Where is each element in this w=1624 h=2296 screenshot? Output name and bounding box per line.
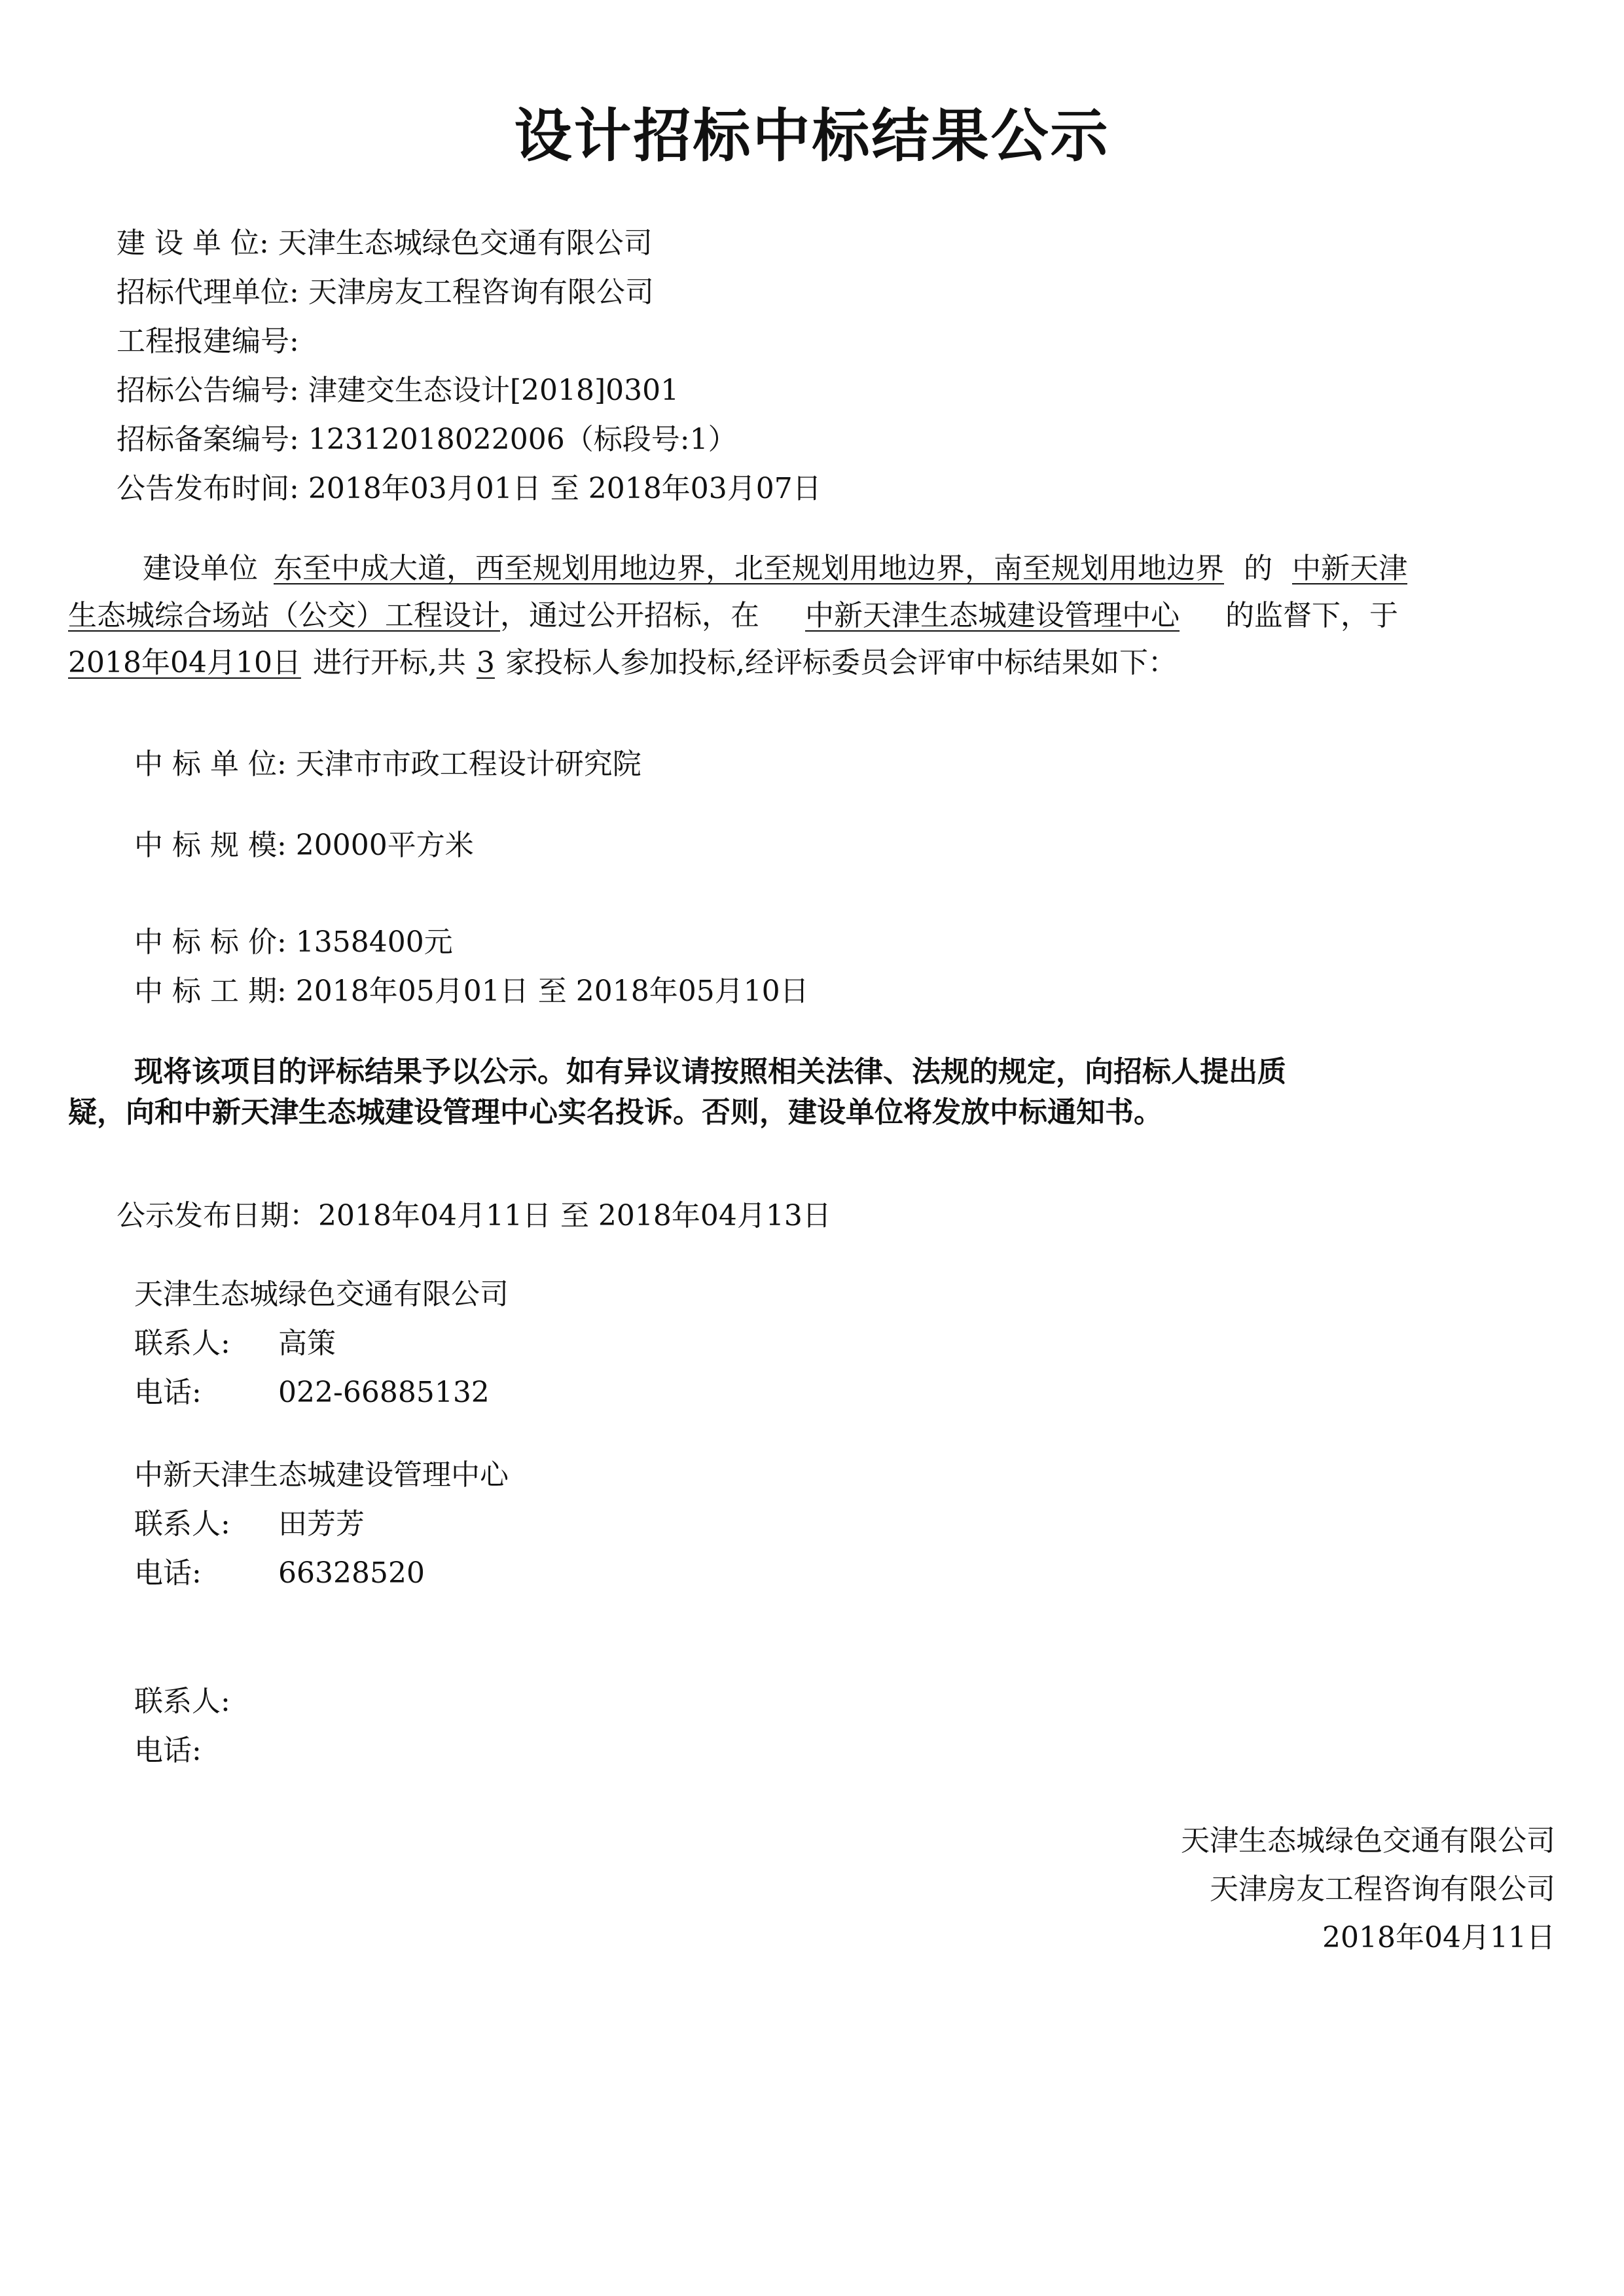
info-value: 12312018022006（标段号:1） xyxy=(308,423,737,456)
result-label: 中 标 工 期: xyxy=(134,975,287,1008)
info-row-report-number xyxy=(117,323,308,360)
result-value: 2018年05月01日 至 2018年05月10日 xyxy=(295,975,809,1008)
contact-phone: 66328520 xyxy=(278,1556,425,1590)
contact-phone-row xyxy=(134,1555,425,1592)
bid-opening-date: 2018年04月10日 xyxy=(68,646,301,679)
info-row-filing-number xyxy=(117,422,737,458)
result-label: 中 标 单 位: xyxy=(134,747,287,781)
result-row-price xyxy=(134,924,453,961)
supervising-authority: 中新天津生态城建设管理中心 xyxy=(805,599,1180,632)
contact-org: 天津生态城绿色交通有限公司 xyxy=(134,1278,509,1311)
contact-phone-label: 电话: xyxy=(134,1376,202,1409)
info-value: 津建交生态设计[2018]0301 xyxy=(308,374,679,407)
contact-person-label: 联系人: xyxy=(134,1507,230,1541)
paragraph-text: 的 xyxy=(1244,552,1272,585)
contact-phone-label: 电话: xyxy=(134,1556,202,1590)
result-row-duration xyxy=(134,973,809,1010)
contact-person-label: 联系人: xyxy=(134,1327,230,1360)
info-label: 工程报建编号: xyxy=(117,325,299,358)
contact-phone-row xyxy=(134,1374,490,1411)
contact-phone-label: 电话: xyxy=(134,1734,202,1767)
page-title: 设计招标中标结果公示 xyxy=(514,102,1110,170)
info-label: 招标公告编号: xyxy=(117,374,299,407)
result-label: 中 标 规 模: xyxy=(134,829,287,862)
contact-person-row xyxy=(134,1683,230,1720)
info-value: 2018年03月01日 至 2018年03月07日 xyxy=(308,472,821,505)
bidder-count: 3 xyxy=(476,646,495,679)
result-value: 天津市市政工程设计研究院 xyxy=(295,747,641,781)
paragraph-line-2 xyxy=(68,592,1398,639)
result-row-winning-bidder xyxy=(134,746,641,783)
contact-person-row xyxy=(134,1325,336,1362)
contact-org: 中新天津生态城建设管理中心 xyxy=(134,1458,509,1492)
contact-person: 田芳芳 xyxy=(278,1507,365,1541)
publish-date-row xyxy=(117,1198,831,1234)
contact-phone: 022-66885132 xyxy=(278,1376,490,1409)
paragraph-text: ，通过公开招标，在 xyxy=(500,599,759,632)
info-row-agency xyxy=(117,274,654,311)
contact-person-label: 联系人: xyxy=(134,1685,230,1718)
contact-person: 高策 xyxy=(278,1327,336,1360)
info-label: 公告发布时间: xyxy=(117,472,299,505)
project-location: 东至中成大道，西至规划用地边界，北至规划用地边界，南至规划用地边界 xyxy=(274,552,1224,585)
contact-person-row xyxy=(134,1506,365,1543)
paragraph-text: 的监督下，于 xyxy=(1225,599,1398,632)
info-row-construction-unit xyxy=(117,225,653,262)
project-name-part-b: 生态城综合场站（公交）工程设计 xyxy=(68,599,500,632)
signature-date: 2018年04月11日 xyxy=(1322,1921,1555,1954)
info-label: 建 设 单 位: xyxy=(117,226,269,260)
publish-label: 公示发布日期： xyxy=(117,1199,318,1232)
notice-line-1: 现将该项目的评标结果予以公示。如有异议请按照相关法律、法规的规定，向招标人提出质 xyxy=(134,1055,1286,1088)
signature-org-1: 天津生态城绿色交通有限公司 xyxy=(1181,1824,1555,1857)
paragraph-text: 建设单位 xyxy=(143,552,258,585)
project-name-part-a: 中新天津 xyxy=(1292,552,1407,585)
info-value: 天津生态城绿色交通有限公司 xyxy=(278,226,653,260)
info-row-announcement-number xyxy=(117,372,679,409)
paragraph-line-3 xyxy=(68,639,1177,687)
info-row-announcement-time xyxy=(117,471,821,507)
info-label: 招标备案编号: xyxy=(117,423,299,456)
result-value: 1358400元 xyxy=(295,925,453,959)
paragraph-line-1 xyxy=(143,545,1407,592)
result-value: 20000平方米 xyxy=(295,829,474,862)
signature-org-2: 天津房友工程咨询有限公司 xyxy=(1210,1873,1555,1906)
info-label: 招标代理单位: xyxy=(117,276,299,309)
notice-line-2: 疑，向和中新天津生态城建设管理中心实名投诉。否则，建设单位将发放中标通知书。 xyxy=(68,1096,1163,1129)
result-row-scale xyxy=(134,827,474,864)
result-label: 中 标 标 价: xyxy=(134,925,287,959)
info-value: 天津房友工程咨询有限公司 xyxy=(308,276,654,309)
paragraph-text: 家投标人参加投标,经评标委员会评审中标结果如下： xyxy=(505,646,1177,679)
publish-value: 2018年04月11日 至 2018年04月13日 xyxy=(318,1199,831,1232)
paragraph-text: 进行开标,共 xyxy=(312,646,466,679)
contact-phone-row xyxy=(134,1732,202,1769)
